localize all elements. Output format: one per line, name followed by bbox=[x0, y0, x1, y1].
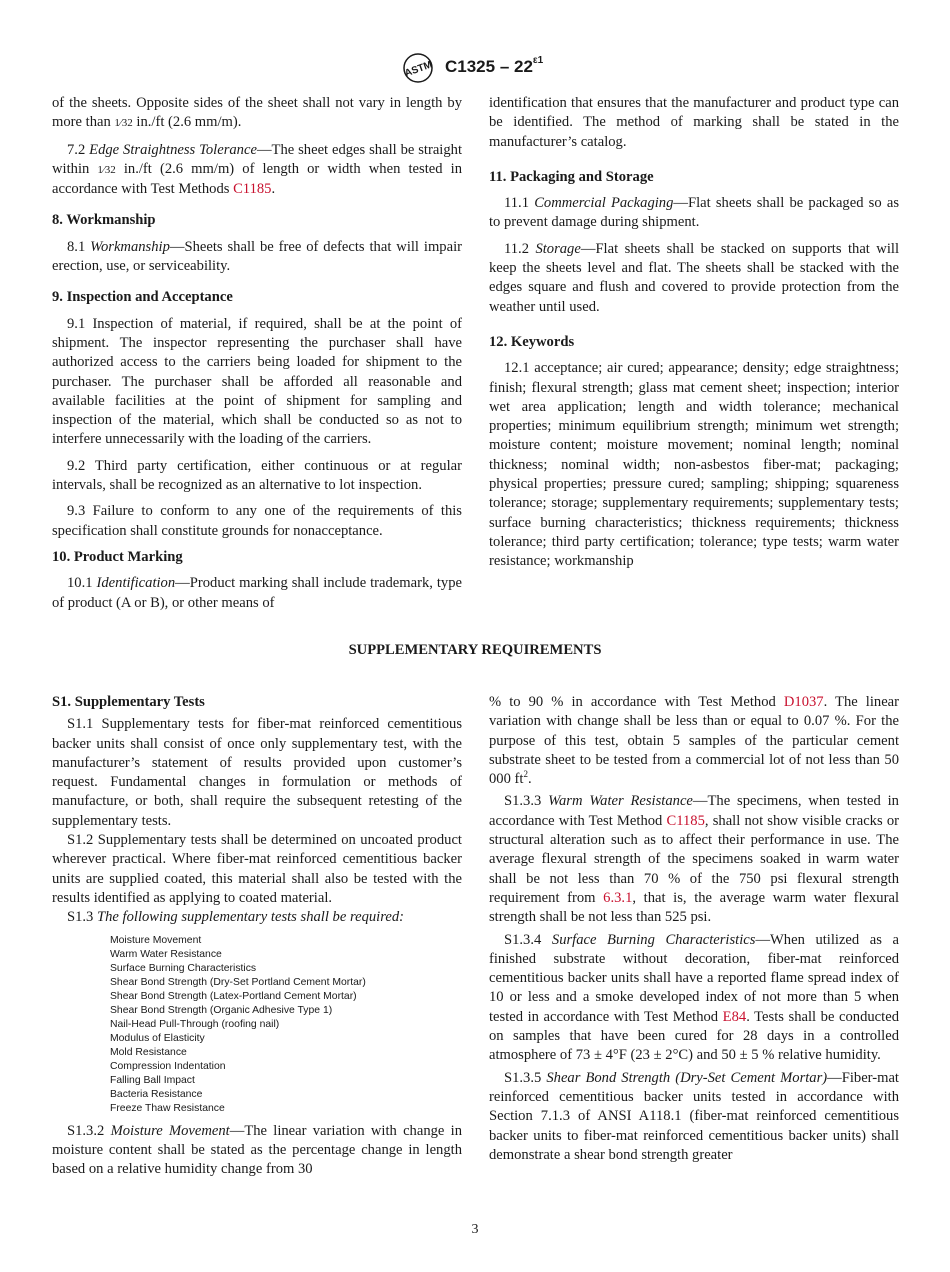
link-c1185[interactable]: C1185 bbox=[666, 812, 705, 829]
page-number: 3 bbox=[471, 1222, 479, 1237]
paragraph-10-1-continued: identification that ensures that the manufacturer and product type can be identified. The method of marking shall be stated in the manufacturer’s catalog. bbox=[489, 95, 899, 150]
section-11-heading: 11. Packaging and Storage bbox=[489, 168, 654, 185]
designation-text: C1325 – 22 bbox=[445, 57, 533, 76]
list-item: Nail-Head Pull-Through (roofing nail) bbox=[110, 1018, 280, 1030]
list-item: Compression Indentation bbox=[110, 1060, 226, 1072]
link-6-3-1[interactable]: 6.3.1 bbox=[603, 889, 633, 906]
paragraph-s1-3-5: S1.3.5 Shear Bond Strength (Dry-Set Cement Mortar)—Fiber-mat reinforced cementitious backer units tested in accordance with Section 7.1.3 of ANSI A118.1 (fiber-mat reinforced cementitious backer units to fiber-mat reinforced cementitious backer units) shall demonstrate a shear bond strength greater bbox=[489, 1069, 899, 1163]
svg-text:ASTM: ASTM bbox=[403, 59, 434, 80]
list-item: Modulus of Elasticity bbox=[110, 1032, 205, 1044]
section-12-heading: 12. Keywords bbox=[489, 333, 575, 350]
paragraph-s1-1: S1.1 Supplementary tests for fiber-mat reinforced cementitious backer units shall consist of once only supplementary test, with the manufacturer’s statement of results provided upon customer’s request. Fundamental changes in formulation or methods of manufacture, or both, shall require the subsequent retesting of the supplementary tests. bbox=[52, 716, 462, 829]
designation-superscript: ε1 bbox=[532, 55, 544, 67]
paragraph-12-1: 12.1 acceptance; air cured; appearance; density; edge straightness; finish; flexural strength; glass mat cement sheet; inspection; interior wet area application; length and width tolerance; mechanical properties; minimum equilibrium strength; minimum wet strength; moisture content; moisture movement; nominal length; nominal thickness; nominal width; non-asbestos fiber-mat; packaging; physical properties; pressure cured; sampling; shipping; squareness tolerance; storage; supplementary requirements; supplementary tests; surface burning characteristics; thickness requirements; thickness tolerance; third party certification; tolerance; type tests; warm water resistance; workmanship bbox=[489, 360, 899, 570]
paragraph-s1-3-2-continued: % to 90 % in accordance with Test Method D1037. The linear variation with change shall be less than or equal to 0.07 %. For the purpose of this test, obtain 5 samples of the particular cement substrate sheet to be tested from a commercial lot of not less than 50 000 $ft^2$. bbox=[489, 694, 900, 788]
supplementary-requirements-title: SUPPLEMENTARY REQUIREMENTS bbox=[348, 642, 602, 658]
paragraph-s1-3: S1.3 The following supplementary tests shall be required: bbox=[67, 909, 404, 926]
paragraph-11-2: 11.2 Storage—Flat sheets shall be stacked on supports that will keep the sheets level and flat. The sheets shall be stacked with the edges square and flush and covered to provide protection from the weather until used. bbox=[489, 240, 899, 315]
right-column-bottom bbox=[489, 693, 899, 1165]
paragraph-9-3: 9.3 Failure to conform to any one of the requirements of this specification shall constitute grounds for nonacceptance. bbox=[52, 503, 462, 539]
list-item: Bacteria Resistance bbox=[110, 1088, 203, 1100]
list-item: Falling Ball Impact bbox=[110, 1074, 195, 1086]
supplementary-tests-list bbox=[110, 934, 462, 1116]
section-9-heading: 9. Inspection and Acceptance bbox=[52, 289, 233, 306]
list-item: Shear Bond Strength (Organic Adhesive Type 1) bbox=[110, 1004, 333, 1016]
list-item: Freeze Thaw Resistance bbox=[110, 1102, 225, 1114]
right-column-top bbox=[489, 94, 899, 572]
paragraph-9-2: 9.2 Third party certification, either continuous or at regular intervals, shall be recognized as an alternative to lot inspection. bbox=[52, 457, 462, 494]
list-item: Mold Resistance bbox=[110, 1046, 187, 1058]
section-8-heading: 8. Workmanship bbox=[52, 212, 156, 229]
left-column-bottom bbox=[52, 693, 462, 1179]
paragraph-7-2: 7.2 Edge Straightness Tolerance—The sheet edges shall be straight within 1⁄32 in./ft (2.6 mm/m) of length or width when tested in accordance with Test Methods C1185. bbox=[52, 141, 463, 198]
link-d1037[interactable]: D1037 bbox=[783, 694, 824, 710]
paragraph-11-1: 11.1 Commercial Packaging—Flat sheets shall be packaged so as to prevent damage during shipment. bbox=[489, 195, 899, 231]
list-item: Moisture Movement bbox=[110, 934, 202, 946]
list-item: Warm Water Resistance bbox=[110, 948, 222, 960]
link-e84[interactable]: E84 bbox=[722, 1008, 747, 1025]
paragraph-10-1: 10.1 Identification—Product marking shall include trademark, type of product (A or B), or other means of bbox=[52, 575, 463, 611]
document-designation bbox=[445, 57, 543, 77]
list-item: Shear Bond Strength (Latex-Portland Cement Mortar) bbox=[110, 990, 357, 1002]
list-item: Shear Bond Strength (Dry-Set Portland Cement Mortar) bbox=[110, 976, 366, 988]
paragraph-7-1-continued: of the sheets. Opposite sides of the sheet shall not vary in length by more than 1⁄32 in./ft (2.6 mm/m). bbox=[52, 95, 462, 131]
astm-logo-icon bbox=[398, 52, 438, 84]
page-header bbox=[0, 50, 950, 84]
paragraph-8-1: 8.1 Workmanship—Sheets shall be free of defects that will impair erection, use, or serviceability. bbox=[52, 238, 462, 275]
paragraph-s1-3-4: S1.3.4 Surface Burning Characteristics—When utilized as a finished substrate without decoration, fiber-mat reinforced cementitious backer units shall have a reported flame spread index of 10 or less and a smoke developed index of not more than 5 when tested in accordance with Test Method E84. Tests shall be conducted on samples that have been cured for 28 days in a controlled atmosphere of 73 ± 4°F (23 ± 2°C) and 50 ± 5 % relative humidity. bbox=[489, 931, 899, 1064]
link-c1185[interactable]: C1185 bbox=[233, 181, 272, 198]
paragraph-s1-2: S1.2 Supplementary tests shall be determined on uncoated product wherever practical. Where fiber-mat reinforced cementitious backer units are supplied coated, this material shall also be tested with the results identified as applying to coated material. bbox=[52, 832, 462, 906]
list-item: Surface Burning Characteristics bbox=[110, 962, 257, 974]
section-10-heading: 10. Product Marking bbox=[52, 548, 183, 565]
paragraph-s1-3-3: S1.3.3 Warm Water Resistance—The specimens, when tested in accordance with Test Method C1185, shall not show visible cracks or structural alteration such as to affect their performance in use. The average flexural strength of the specimens soaked in warm water shall be not less than 70 % of the 750 psi flexural strength requirement from 6.3.1, that is, the average warm water flexural strength shall be not less than 525 psi. bbox=[489, 793, 899, 926]
paragraph-s1-3-2: S1.3.2 Moisture Movement—The linear variation with change in moisture content shall be stated as the percentage change in length based on a relative humidity change from 30 bbox=[52, 1122, 462, 1178]
section-s1-heading: S1. Supplementary Tests bbox=[52, 694, 205, 710]
paragraph-9-1: 9.1 Inspection of material, if required, shall be at the point of shipment. The inspector representing the purchaser shall have authorized access to the carriers being loaded for shipment to the purchaser. The purchaser shall be afforded all reasonable and available facilities at the point of shipment for sampling and inspection of the material, which shall be conducted so as not to interfere unnecessarily with the loading of the carriers. bbox=[52, 315, 462, 448]
left-column-top bbox=[52, 94, 462, 613]
